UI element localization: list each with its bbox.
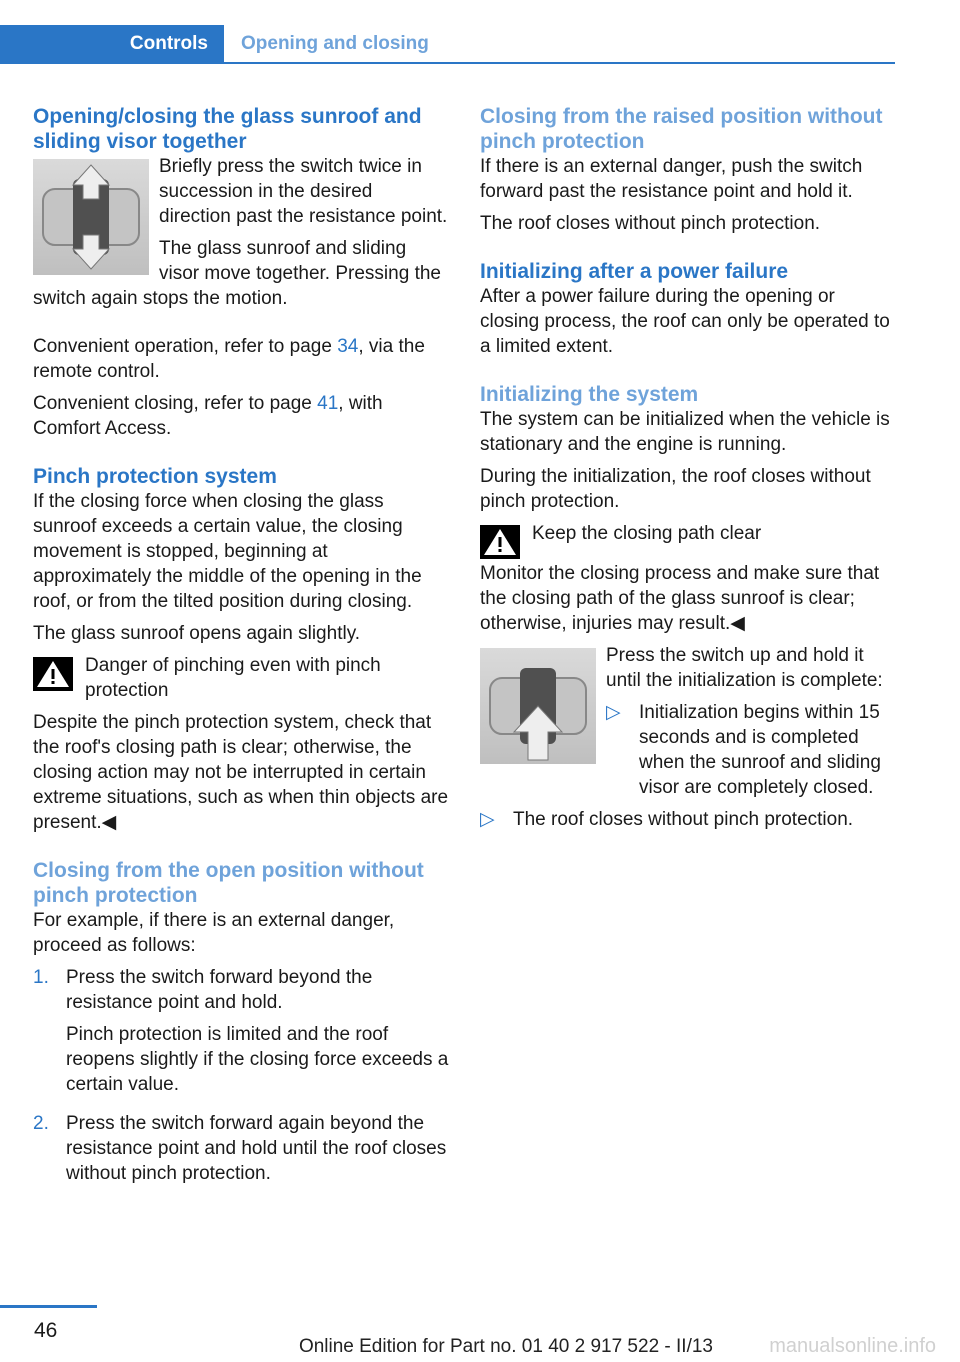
para-briefly: Briefly press the switch twice in succession in the desired direction past the resistance point. (159, 156, 448, 227)
switch-hold-figure-block (480, 643, 896, 807)
warning-body: Monitor the closing process and make sure that the closing path of the glass sunroof is clear; otherwise, injuries may result.◀ (480, 563, 880, 634)
arrow-up-icon (480, 648, 596, 764)
para-press-hold: Press the switch up and hold it until the initialization is complete: (606, 645, 883, 691)
heading-init-power: Initializing after a power failure (480, 260, 789, 283)
page-number: 46 (34, 1319, 58, 1342)
para-convenient-operation: Convenient operation, refer to page 34, via the remote control. (33, 336, 425, 382)
warning-closing-path (480, 521, 896, 561)
list-item: ▷ The roof closes without pinch protection. (480, 809, 854, 830)
edition-label: Online Edition for Part no. 01 40 2 917 522 - II/13 (298, 1336, 713, 1357)
para-init-power: After a power failure during the opening or closing process, the roof can only be operated to a limited extent. (480, 286, 890, 357)
para-convenient-closing: Convenient closing, refer to page 41, with Comfort Access. (33, 393, 383, 439)
warning-triangle-icon (33, 657, 73, 691)
para-example: For example, if there is an external danger, proceed as follows: (33, 910, 395, 956)
right-column (480, 104, 896, 839)
tab-opening-closing[interactable]: Opening and closing (241, 33, 429, 54)
heading-closing-raised: Closing from the raised position without pinch protection (480, 105, 883, 153)
warning-title: Danger of pinching even with pinch protection (85, 655, 381, 701)
warning-pinching (33, 653, 449, 710)
warning-body: Despite the pinch protection system, check that the roof's closing path is clear; otherwise, the closing action may not be interrupted in certain extreme situations, such as when thin objects are present.◀ (33, 712, 449, 833)
list-item: ▷ Initialization begins within 15 seconds and is completed when the sunroof and sliding visor are completely closed. (606, 702, 881, 798)
header-bar (0, 25, 895, 64)
footer-rule (0, 1305, 97, 1308)
watermark: manualsonline.info (769, 1335, 936, 1357)
heading-init-system: Initializing the system (480, 383, 699, 406)
bullet-list (606, 700, 896, 807)
heading-closing-open: Closing from the open position without pinch protection (33, 859, 424, 907)
steps-list (33, 965, 449, 1193)
para-init-2: During the initialization, the roof closes without pinch protection. (480, 466, 871, 512)
bullet-list-2 (480, 807, 896, 832)
switch-hold-illustration (480, 648, 596, 764)
switch-figure-block (33, 154, 449, 318)
warning-title: Keep the closing path clear (532, 523, 762, 544)
page-link-34[interactable]: 34 (337, 336, 359, 357)
heading-pinch-protection: Pinch protection system (33, 465, 277, 488)
switch-up-down-illustration (33, 159, 149, 275)
para-pinch-2: The glass sunroof opens again slightly. (33, 623, 361, 644)
para-raised-1: If there is an external danger, push the switch forward past the resistance point and hold it. (480, 156, 863, 202)
double-arrow-icon (33, 159, 149, 275)
page-link-41[interactable]: 41 (317, 393, 339, 414)
para-pinch-1: If the closing force when closing the glass sunroof exceeds a certain value, the closing movement is stopped, beginning at approximately the middle of the opening in the roof, or from the tilted position during closing. (33, 491, 422, 612)
heading-open-together: Opening/closing the glass sunroof and sliding visor together (33, 105, 422, 153)
list-item: 1. Press the switch forward beyond the resistance point and hold. Pinch protection is limited and the roof reopens slightly if the closing force exceeds a certain value. (33, 967, 449, 1095)
left-column (33, 104, 449, 1200)
list-item: 2. Press the switch forward again beyond the resistance point and hold until the roof closes without pinch protection. (33, 1113, 447, 1184)
para-raised-2: The roof closes without pinch protection. (480, 213, 821, 234)
para-together: The glass sunroof and sliding visor move together. Pressing the switch again stops the motion. (33, 238, 441, 309)
para-init-1: The system can be initialized when the vehicle is stationary and the engine is running. (480, 409, 890, 455)
tab-controls[interactable]: Controls (0, 25, 224, 62)
warning-triangle-icon (480, 525, 520, 559)
